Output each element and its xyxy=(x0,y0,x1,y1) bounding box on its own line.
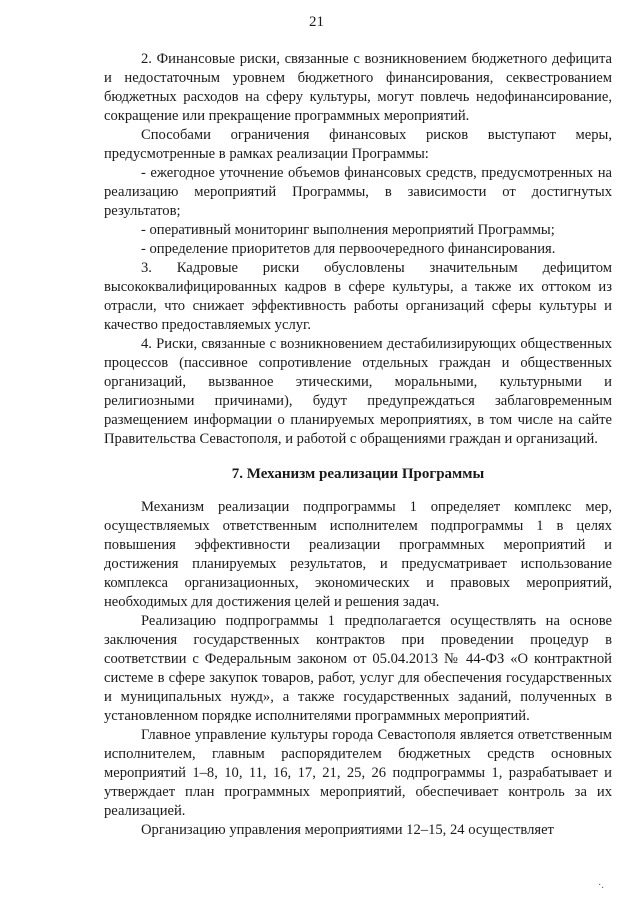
paragraph-financial-risks: 2. Финансовые риски, связанные с возникновением бюджетного дефицита и недостаточным уровнем бюджетного финансирования, секвестрованием бюджетных расходов на сферу культуры, могут повлечь недофинансирование, сокращение или прекращение программных мероприятий. xyxy=(104,51,612,124)
list-item-monitoring: - оперативный мониторинг выполнения мероприятий Программы; xyxy=(141,222,555,238)
page-body xyxy=(104,50,612,840)
paragraph-contracts: Реализацию подпрограммы 1 предполагается осуществлять на основе заключения государственных контрактов при проведении процедур в соответствии с Федеральным законом от 05.04.2013 № 44-ФЗ «О контрактной системе в сфере закупок товаров, работ, услуг для обеспечения государственных и муниципальных нужд», а также государственных заданий, полученных в установленном порядке исполнителями программных мероприятий. xyxy=(104,613,612,724)
paragraph-social-risks: 4. Риски, связанные с возникновением дестабилизирующих общественных процессов (пассивное сопротивление отдельных граждан и общественных организаций, вызванное этическими, моральными, культурными и религиозными причинами), будут предупреждаться заблаговременным размещением информации о планируемых мероприятиях, в том числе на сайте Правительства Севастополя, и работой с обращениями граждан и организаций. xyxy=(104,336,612,447)
paragraph-main-department: Главное управление культуры города Севастополя является ответственным исполнителем, главным распорядителем бюджетных средств основных мероприятий 1–8, 10, 11, 16, 17, 21, 25, 26 подпрограммы 1, разрабатывает и утверждает план программных мероприятий, обеспечивает контроль за их реализацией. xyxy=(104,727,612,819)
paragraph-risk-limitation-methods: Способами ограничения финансовых рисков выступают меры, предусмотренные в рамках реализации Программы: xyxy=(104,127,612,162)
list-item-annual-adjustment: - ежегодное уточнение объемов финансовых средств, предусмотренных на реализацию мероприятий Программы, в зависимости от достигнутых результатов; xyxy=(104,165,612,219)
paragraph-personnel-risks: 3. Кадровые риски обусловлены значительным дефицитом высококвалифицированных кадров в сфере культуры, а также их оттоком из отрасли, что снижает эффективность работы организаций сферы культуры и качество предоставляемых услуг. xyxy=(104,260,612,333)
section-heading: 7. Механизм реализации Программы xyxy=(231,466,485,482)
page-number: 21 xyxy=(309,14,324,30)
footer-mark: ·. xyxy=(598,880,604,891)
paragraph-mechanism: Механизм реализации подпрограммы 1 определяет комплекс мер, осуществляемых ответственным исполнителем подпрограммы 1 в целях повышения эффективности реализации программных мероприятий и достижения планируемых результатов, и предусматривает использование комплекса организационных, экономических и правовых мероприятий, необходимых для достижения целей и решения задач. xyxy=(104,499,612,610)
paragraph-organization: Организацию управления мероприятиями 12–15, 24 осуществляет xyxy=(141,822,554,838)
list-item-priorities: - определение приоритетов для первоочередного финансирования. xyxy=(141,241,556,257)
